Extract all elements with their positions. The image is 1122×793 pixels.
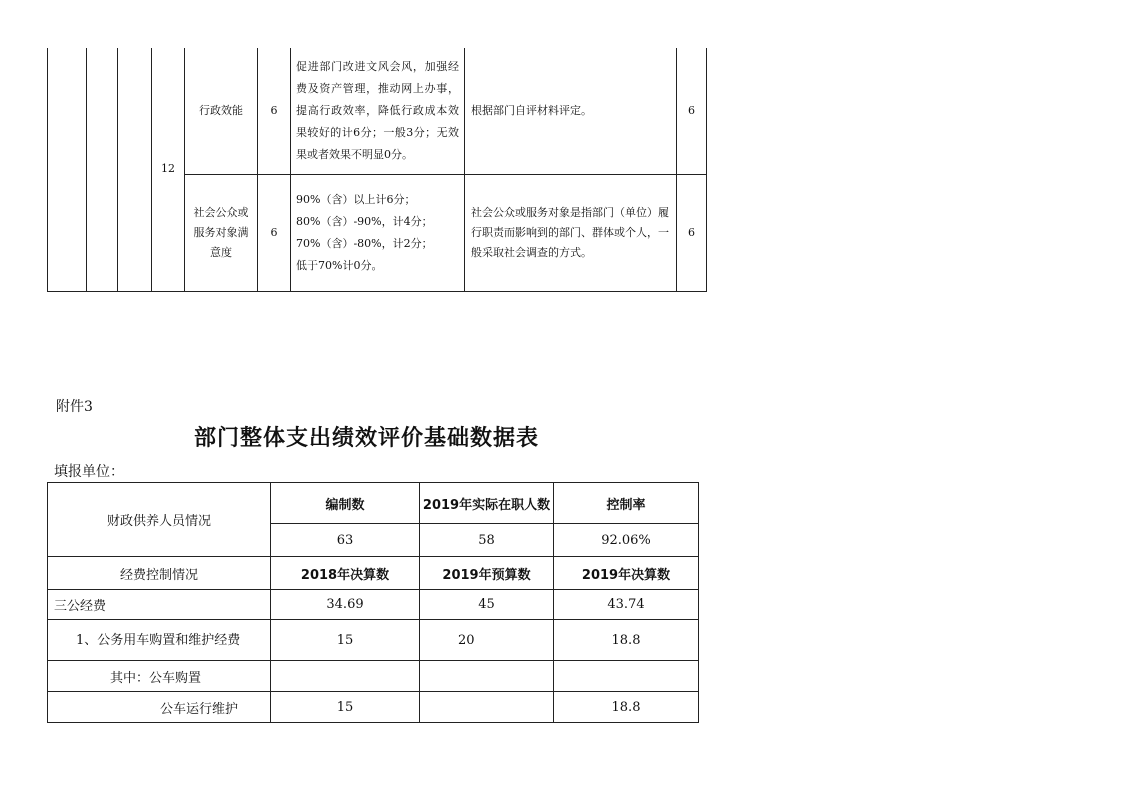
criteria-line: 低于70%计0分。 [296,258,383,272]
scoring-criteria [291,48,465,174]
value-cell [271,661,420,692]
blank-cell [48,48,87,291]
evaluation-criteria-table [47,48,707,292]
table-row [48,620,699,661]
column-header: 2019年实际在职人数 [420,483,554,524]
value-cell: 34.69 [271,590,420,620]
criteria-text: 促进部门改进文风会风，加强经费及资产管理，推动网上办事，提高行政效率，降低行政成本效果较好的计6分；一般3分；无效果或者效果不明显0分。 [296,59,459,161]
criteria-line: 90%（含）以上计6分； [296,192,416,206]
value-cell [420,661,554,692]
row-label: 公车运行维护 [48,692,271,723]
value-cell: 45 [420,590,554,620]
page-title: 部门整体支出绩效评价基础数据表 [194,425,540,451]
indicator-score: 6 [677,48,707,174]
expense-section-label: 经费控制情况 [48,557,271,590]
value-cell [420,692,554,723]
scoring-criteria [291,174,465,291]
indicator-name: 行政效能 [185,48,258,174]
column-header: 编制数 [271,483,420,524]
row-label: 三公经费 [48,590,271,620]
value-cell: 43.74 [554,590,699,620]
value-cell: 18.8 [554,620,699,661]
value-cell: 15 [271,692,420,723]
value-cell: 63 [271,524,420,557]
table-row [48,48,707,174]
table-row [48,590,699,620]
table-row [48,557,699,590]
column-header: 2018年决算数 [271,557,420,590]
blank-cell [118,48,152,291]
criteria-line: 80%（含）-90%，计4分； [296,214,433,228]
table-row [48,661,699,692]
indicator-weight: 6 [258,48,291,174]
table-row [48,483,699,524]
value-cell: 15 [271,620,420,661]
value-cell [554,661,699,692]
value-cell: 58 [420,524,554,557]
row-label: 1、公务用车购置和维护经费 [48,620,271,661]
indicator-weight: 6 [258,174,291,291]
indicator-name: 社会公众或服务对象满意度 [185,174,258,291]
annex-label: 附件3 [56,399,93,415]
value-cell: 20 [420,620,554,661]
indicator-score: 6 [677,174,707,291]
staff-section-label: 财政供养人员情况 [48,483,271,557]
column-header: 2019年预算数 [420,557,554,590]
column-header: 控制率 [554,483,699,524]
fill-unit-label: 填报单位： [54,464,124,480]
indicator-explanation: 根据部门自评材料评定。 [465,48,677,174]
table-row [48,692,699,723]
column-header: 2019年决算数 [554,557,699,590]
row-label: 其中：公车购置 [48,661,271,692]
value-cell: 18.8 [554,692,699,723]
group-score: 12 [152,48,185,291]
blank-cell [87,48,118,291]
criteria-line: 70%（含）-80%，计2分； [296,236,433,250]
indicator-explanation: 社会公众或服务对象是指部门（单位）履行职责而影响到的部门、群体或个人，一般采取社会调查的方式。 [465,174,677,291]
value-cell: 92.06% [554,524,699,557]
basic-data-table [47,482,699,723]
